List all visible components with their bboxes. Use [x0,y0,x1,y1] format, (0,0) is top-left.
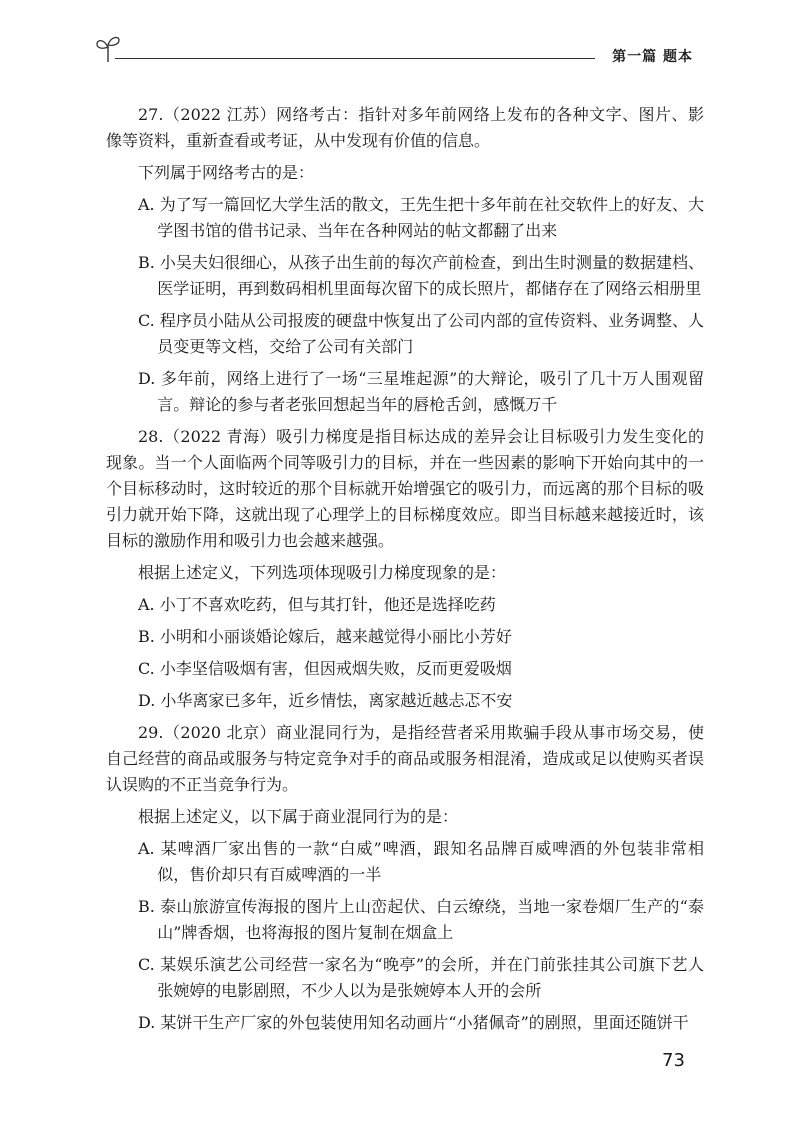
section-title: 第一篇 题本 [612,49,693,65]
option-d: D. 多年前，网络上进行了一场“三星堆起源”的大辩论，吸引了几十万人围观留言。辩论的参与者老张回想起当年的唇枪舌剑，感慨万千 [138,369,704,414]
option-a: A. 为了写一篇回忆大学生活的散文，王先生把十多年前在社交软件上的好友、大学图书馆的借书记录、当年在各种网站的帖文都翻了出来 [138,195,704,240]
option-b: B. 泰山旅游宣传海报的图片上山峦起伏、白云缭绕，当地一家卷烟厂生产的“泰山”牌香烟，也将海报的图片复制在烟盒上 [138,897,704,942]
option-c: C. 程序员小陆从公司报废的硬盘中恢复出了公司内部的宣传资料、业务调整、人员变更等文档，交给了公司有关部门 [138,311,704,356]
option-d: D. 小华离家已多年，近乡情怯，离家越近越忐忑不安 [138,691,513,710]
option-c: C. 小李坚信吸烟有害，但因戒烟失败，反而更爱吸烟 [138,659,512,678]
page-body [106,102,704,1042]
header-rule [115,58,595,59]
option-a: A. 小丁不喜欢吃药，但与其打针，他还是选择吃药 [138,595,496,614]
question-prompt: 根据上述定义，下列选项体现吸引力梯度现象的是： [138,563,507,582]
question-stem: 27.（2022 江苏）网络考古：指针对多年前网络上发布的各种文字、图片、影像等资料，重新查看或考证，从中发现有价值的信息。 [106,105,704,150]
option-c: C. 某娱乐演艺公司经营一家名为“晚亭”的会所，并在门前张挂其公司旗下艺人张婉婷的电影剧照，不少人以为是张婉婷本人开的会所 [138,955,704,1000]
option-b: B. 小吴夫妇很细心，从孩子出生前的每次产前检查，到出生时测量的数据建档、医学证明，再到数码相机里面每次留下的成长照片，都储存在了网络云相册里 [138,253,704,298]
question-29 [106,720,704,1036]
question-stem: 29.（2020 北京）商业混同行为，是指经营者采用欺骗手段从事市场交易，使自己经营的商品或服务与特定竞争对手的商品或服务相混淆，造成或足以使购买者误认误购的不正当竞争行为。 [106,723,704,794]
option-d: D. 某饼干生产厂家的外包装使用知名动画片“小猪佩奇”的剧照，里面还随饼干 [138,1013,689,1032]
page-number: 73 [662,1050,685,1071]
option-a: A. 某啤酒厂家出售的一款“白威”啤酒，跟知名品牌百威啤酒的外包装非常相似，售价却只有百威啤酒的一半 [138,839,704,884]
question-28 [106,424,704,714]
option-b: B. 小明和小丽谈婚论嫁后，越来越觉得小丽比小芳好 [138,627,512,646]
running-header [95,30,705,70]
question-stem: 28.（2022 青海）吸引力梯度是指目标达成的差异会让目标吸引力发生变化的现象。当一个人面临两个同等吸引力的目标，并在一些因素的影响下开始向其中的一个目标移动时，这时较近的那个目标就开始增强它的吸引力，而远离的那个目标的吸引力就开始下降，这就出现了心理学上的目标梯度效应。即当目标越来越接近时，该目标的激励作用和吸引力也会越来越强。 [106,427,704,550]
question-27 [106,102,704,418]
question-prompt: 根据上述定义，以下属于商业混同行为的是： [138,807,459,826]
question-prompt: 下列属于网络考古的是： [138,163,315,182]
